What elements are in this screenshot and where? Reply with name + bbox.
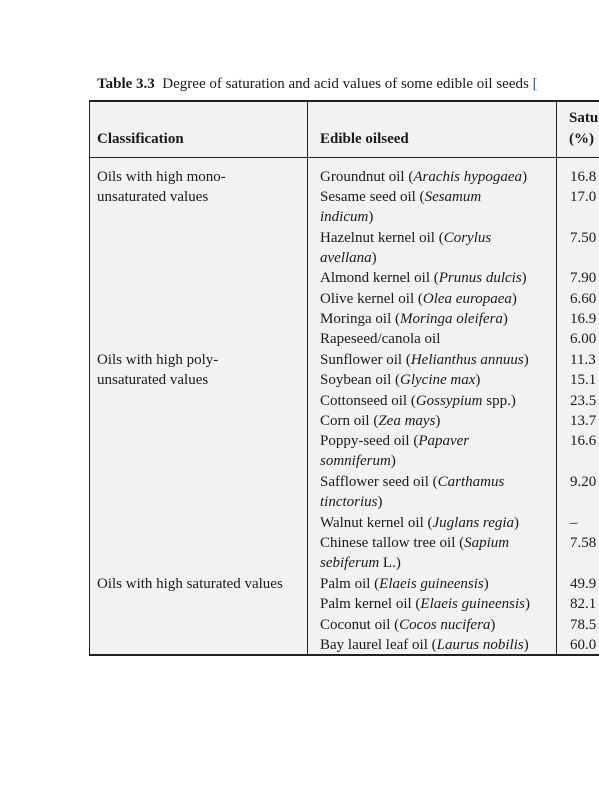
scientific-name: Glycine max: [400, 372, 476, 388]
scientific-name: avellana: [320, 250, 372, 266]
oilseed-name-suffix: ): [490, 617, 496, 633]
oilseed-cell: [320, 208, 373, 227]
scientific-name: Moringa oleifera: [400, 311, 503, 327]
oilseed-name-suffix: ): [511, 291, 517, 307]
saturation-value: 49.9: [570, 576, 597, 592]
oilseed-name-suffix: ): [371, 250, 377, 266]
saturation-value: 6.00: [570, 331, 597, 347]
saturation-value: 9.20: [570, 474, 597, 490]
oilseed-name: Groundnut oil (: [320, 169, 414, 185]
saturation-value: 7.50: [570, 230, 597, 246]
saturation-value: 16.6: [570, 433, 597, 449]
oilseed-cell: [320, 330, 440, 349]
class-mono: Oils with high mono-: [97, 169, 226, 185]
oilseed-name: Soybean oil (: [320, 372, 400, 388]
scientific-name: tinctorius: [320, 494, 378, 510]
oilseed-cell: [320, 249, 377, 268]
oilseed-name-suffix: ): [522, 169, 528, 185]
scientific-name: Juglans regia: [432, 515, 515, 531]
scientific-name: Sesamum: [424, 189, 482, 205]
oilseed-name-suffix: ): [475, 372, 481, 388]
scientific-name: Carthamus: [437, 474, 505, 490]
scientific-name: Olea europaea: [422, 291, 512, 307]
class-saturated: Oils with high saturated values: [97, 576, 283, 592]
saturation-value: 13.7: [570, 413, 597, 429]
oilseed-cell: [320, 452, 396, 471]
scientific-name: Elaeis guineensis: [379, 576, 484, 592]
oilseed-cell: [320, 269, 527, 288]
oilseed-name-suffix: ): [377, 494, 383, 510]
scientific-name: Prunus dulcis: [438, 270, 522, 286]
oilseed-name-suffix: L.): [379, 555, 401, 571]
reference-link[interactable]: [: [532, 76, 538, 92]
oilseed-name: Moringa oil (: [320, 311, 400, 327]
class-mono-cont: unsaturated values: [97, 189, 209, 205]
oilseed-name: Rapeseed/canola oil: [320, 331, 441, 347]
oilseed-cell: [320, 351, 529, 370]
column-divider: [307, 100, 308, 656]
saturation-value: 16.9: [570, 311, 597, 327]
oilseed-cell: [320, 534, 509, 553]
scientific-name: Papaver: [418, 433, 470, 449]
scientific-name: Laurus nobilis: [436, 637, 524, 653]
oilseed-name: Corn oil (: [320, 413, 379, 429]
oilseed-name: Sunflower oil (: [320, 352, 411, 368]
scientific-name: Elaeis guineensis: [420, 596, 525, 612]
oilseed-name-suffix: ): [502, 311, 508, 327]
oilseed-name: Coconut oil (: [320, 617, 400, 633]
oilseed-cell: [320, 310, 508, 329]
oilseed-cell: [320, 554, 401, 573]
oilseed-name: Cottonseed oil (: [320, 393, 416, 409]
scientific-name: Helianthus annuus: [410, 352, 524, 368]
oilseed-cell: [320, 412, 440, 431]
saturation-value: 78.5: [570, 617, 597, 633]
scientific-name: Cocos nucifera: [399, 617, 491, 633]
oilseed-cell: [320, 514, 519, 533]
oilseed-name: Olive kernel oil (: [320, 291, 423, 307]
oilseed-name: Palm oil (: [320, 576, 380, 592]
table-label: Table 3.3: [97, 76, 155, 92]
saturation-value: 16.8: [570, 169, 597, 185]
oilseed-cell: [320, 636, 529, 655]
oilseed-name: Poppy-seed oil (: [320, 433, 419, 449]
oilseed-name: Hazelnut kernel oil (: [320, 230, 444, 246]
oilseed-name: Safflower seed oil (: [320, 474, 438, 490]
oilseed-name-suffix: ): [523, 352, 529, 368]
oilseed-cell: [320, 290, 517, 309]
header-oilseed: Edible oilseed: [320, 131, 409, 147]
oilseed-name-suffix: ): [435, 413, 441, 429]
scientific-name: somniferum: [320, 453, 391, 469]
scientific-name: sebiferum: [320, 555, 380, 571]
scientific-name: Sapium: [464, 535, 510, 551]
table-caption: [97, 76, 538, 93]
scientific-name: Corylus: [443, 230, 492, 246]
oilseed-cell: [320, 575, 489, 594]
header-classification: Classification: [97, 131, 184, 147]
oilseed-cell: [320, 168, 527, 187]
oilseed-cell: [320, 392, 516, 411]
table-title: Degree of saturation and acid values of some edible oil seeds: [162, 76, 529, 92]
oilseed-name-suffix: ): [523, 637, 529, 653]
saturation-value: 11.3: [570, 352, 596, 368]
oilseed-name: Palm kernel oil (: [320, 596, 421, 612]
header-rule: [89, 157, 599, 158]
scientific-name: indicum: [320, 209, 369, 225]
oilseed-cell: [320, 595, 530, 614]
oilseed-name: Chinese tallow tree oil (: [320, 535, 465, 551]
column-divider: [556, 100, 557, 656]
oilseed-name-suffix: ): [514, 515, 520, 531]
oilseed-cell: [320, 493, 383, 512]
saturation-value: 15.1: [570, 372, 597, 388]
saturation-value: 17.0: [570, 189, 597, 205]
oilseed-cell: [320, 229, 491, 248]
saturation-value: 6.60: [570, 291, 597, 307]
scientific-name: Arachis hypogaea: [413, 169, 523, 185]
oilseed-cell: [320, 188, 481, 207]
oilseed-name: Walnut kernel oil (: [320, 515, 433, 531]
oilseed-name: Almond kernel oil (: [320, 270, 439, 286]
oilseed-name-suffix: spp.): [482, 393, 516, 409]
oilseed-cell: [320, 371, 480, 390]
oilseed-name-suffix: ): [390, 453, 396, 469]
header-saturation: Satu: [569, 110, 599, 126]
oilseed-name: Bay laurel leaf oil (: [320, 637, 437, 653]
class-poly-cont: unsaturated values: [97, 372, 209, 388]
saturation-value: 7.90: [570, 270, 597, 286]
class-poly: Oils with high poly-: [97, 352, 219, 368]
scientific-name: Zea mays: [378, 413, 436, 429]
saturation-value: –: [570, 515, 578, 531]
oilseed-name-suffix: ): [521, 270, 527, 286]
oilseed-cell: [320, 432, 469, 451]
oilseed-name-suffix: ): [368, 209, 374, 225]
scientific-name: Gossypium: [415, 393, 483, 409]
saturation-value: 60.0: [570, 637, 597, 653]
saturation-value: 82.1: [570, 596, 597, 612]
oilseed-cell: [320, 616, 495, 635]
oilseed-cell: [320, 473, 504, 492]
saturation-value: 7.58: [570, 535, 597, 551]
saturation-value: 23.5: [570, 393, 597, 409]
oilseed-name-suffix: ): [483, 576, 489, 592]
oilseed-name: Sesame seed oil (: [320, 189, 425, 205]
header-saturation-unit: (%): [569, 131, 594, 147]
oilseed-name-suffix: ): [524, 596, 530, 612]
